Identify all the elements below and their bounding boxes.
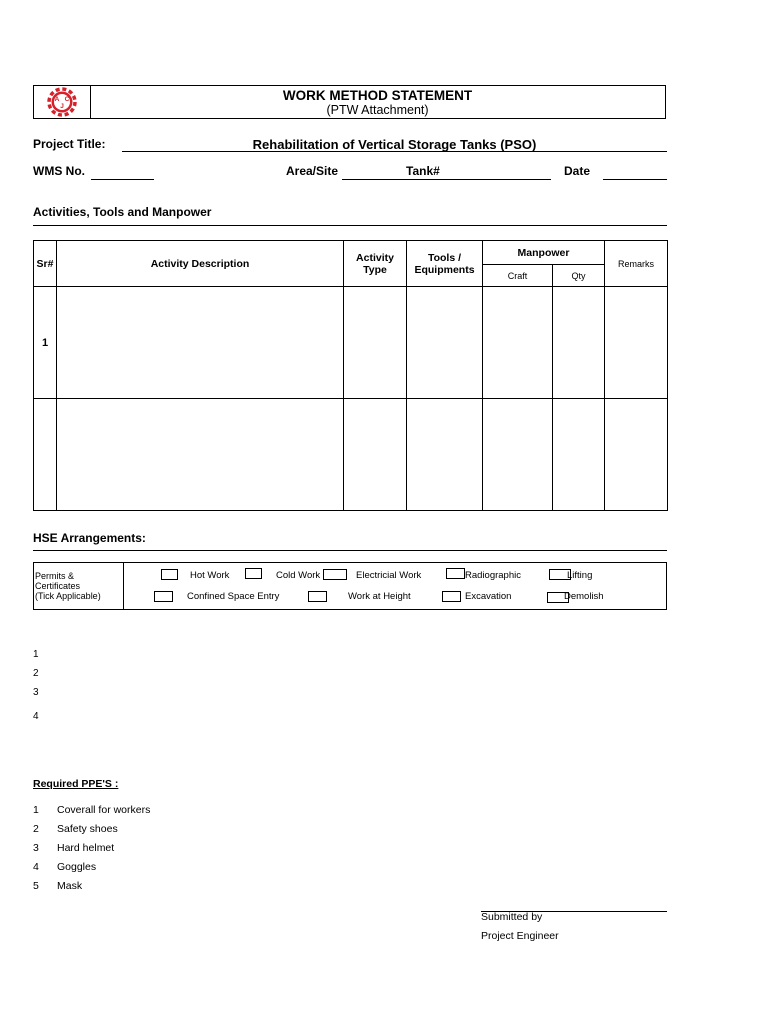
activities-divider	[33, 225, 667, 226]
col-header-manpower: Manpower	[483, 241, 605, 265]
col-header-description: Activity Description	[57, 241, 344, 287]
tank-label: Tank#	[406, 164, 440, 178]
ppe-item: Safety shoes	[57, 823, 118, 835]
document-title: WORK METHOD STATEMENT	[282, 88, 473, 103]
ppe-number: 5	[33, 880, 39, 892]
wms-no-field[interactable]	[91, 179, 154, 180]
permits-label-line2: Certificates	[35, 581, 81, 591]
row-type-cell[interactable]	[344, 399, 407, 511]
lifting-label: Lifting	[567, 570, 593, 581]
col-header-craft: Craft	[483, 265, 553, 287]
area-site-field[interactable]	[342, 179, 551, 180]
ppe-number: 2	[33, 823, 39, 835]
logo-cell	[34, 86, 91, 118]
row-tools-cell[interactable]	[407, 399, 483, 511]
row-remarks-cell[interactable]	[605, 287, 668, 399]
hse-item-number: 4	[33, 711, 39, 722]
area-site-label: Area/Site	[286, 164, 339, 178]
work-at-height-label: Work at Height	[348, 591, 411, 602]
row-craft-cell[interactable]	[483, 399, 553, 511]
excavation-label: Excavation	[465, 591, 512, 602]
col-header-activity-type: Activity Type	[344, 241, 407, 287]
row-sr	[34, 399, 57, 511]
activities-table	[33, 240, 668, 511]
document-subtitle: (PTW Attachment)	[326, 103, 429, 117]
row-qty-cell[interactable]	[553, 399, 605, 511]
cold-work-label: Cold Work	[276, 570, 321, 581]
svg-text:C: C	[64, 96, 70, 103]
electrical-work-label: Electricial Work	[356, 570, 422, 581]
table-row	[34, 399, 668, 511]
row-remarks-cell[interactable]	[605, 399, 668, 511]
row-tools-cell[interactable]	[407, 287, 483, 399]
demolish-label: Demolish	[564, 591, 604, 602]
row-description-cell[interactable]	[57, 287, 344, 399]
ppe-number: 1	[33, 804, 39, 816]
hse-item-number: 3	[33, 687, 39, 698]
ppe-item: Hard helmet	[57, 842, 115, 854]
row-description-cell[interactable]	[57, 399, 344, 511]
hse-item-number: 1	[33, 649, 39, 660]
ppe-number: 3	[33, 842, 39, 854]
hse-heading: HSE Arrangements:	[33, 531, 146, 545]
date-label: Date	[564, 164, 591, 178]
col-header-tools: Tools / Equipments	[407, 241, 483, 287]
ppe-heading: Required PPE'S :	[33, 778, 119, 790]
project-title-value[interactable]: Rehabilitation of Vertical Storage Tanks (PSO)	[252, 137, 537, 152]
ppe-item: Goggles	[57, 861, 97, 873]
ppe-item: Mask	[57, 880, 83, 892]
project-title-label: Project Title:	[33, 137, 106, 151]
confined-space-checkbox[interactable]	[154, 591, 173, 602]
hse-item-number: 2	[33, 668, 39, 679]
radiographic-label: Radiographic	[465, 570, 521, 581]
permits-label-cell	[34, 563, 124, 609]
ppe-item: Coverall for workers	[57, 804, 151, 816]
row-type-cell[interactable]	[344, 287, 407, 399]
header-box	[33, 85, 666, 119]
project-engineer-label: Project Engineer	[481, 930, 559, 942]
wms-no-label: WMS No.	[33, 164, 85, 178]
permits-label-line1: Permits &	[35, 571, 75, 581]
hse-divider	[33, 550, 667, 551]
col-header-qty: Qty	[553, 265, 605, 287]
hot-work-checkbox[interactable]	[161, 569, 178, 580]
electrical-work-checkbox[interactable]	[323, 569, 347, 580]
row-sr: 1	[34, 287, 57, 399]
svg-text:J: J	[60, 103, 64, 110]
radiographic-checkbox[interactable]	[446, 568, 465, 579]
cold-work-checkbox[interactable]	[245, 568, 262, 579]
permits-box	[33, 562, 667, 610]
submitted-by-label: Submitted by	[481, 911, 543, 923]
confined-space-label: Confined Space Entry	[187, 591, 280, 602]
row-qty-cell[interactable]	[553, 287, 605, 399]
col-header-remarks: Remarks	[605, 241, 668, 287]
col-header-sr: Sr#	[34, 241, 57, 287]
row-craft-cell[interactable]	[483, 287, 553, 399]
hot-work-label: Hot Work	[190, 570, 230, 581]
company-logo-icon	[34, 86, 90, 118]
work-at-height-checkbox[interactable]	[308, 591, 327, 602]
svg-text:A: A	[54, 96, 60, 103]
table-row	[34, 287, 668, 399]
excavation-checkbox[interactable]	[442, 591, 461, 602]
permits-label-line3: (Tick Applicable)	[35, 591, 101, 601]
ppe-number: 4	[33, 861, 39, 873]
date-field[interactable]	[603, 179, 667, 180]
activities-heading: Activities, Tools and Manpower	[33, 205, 212, 219]
